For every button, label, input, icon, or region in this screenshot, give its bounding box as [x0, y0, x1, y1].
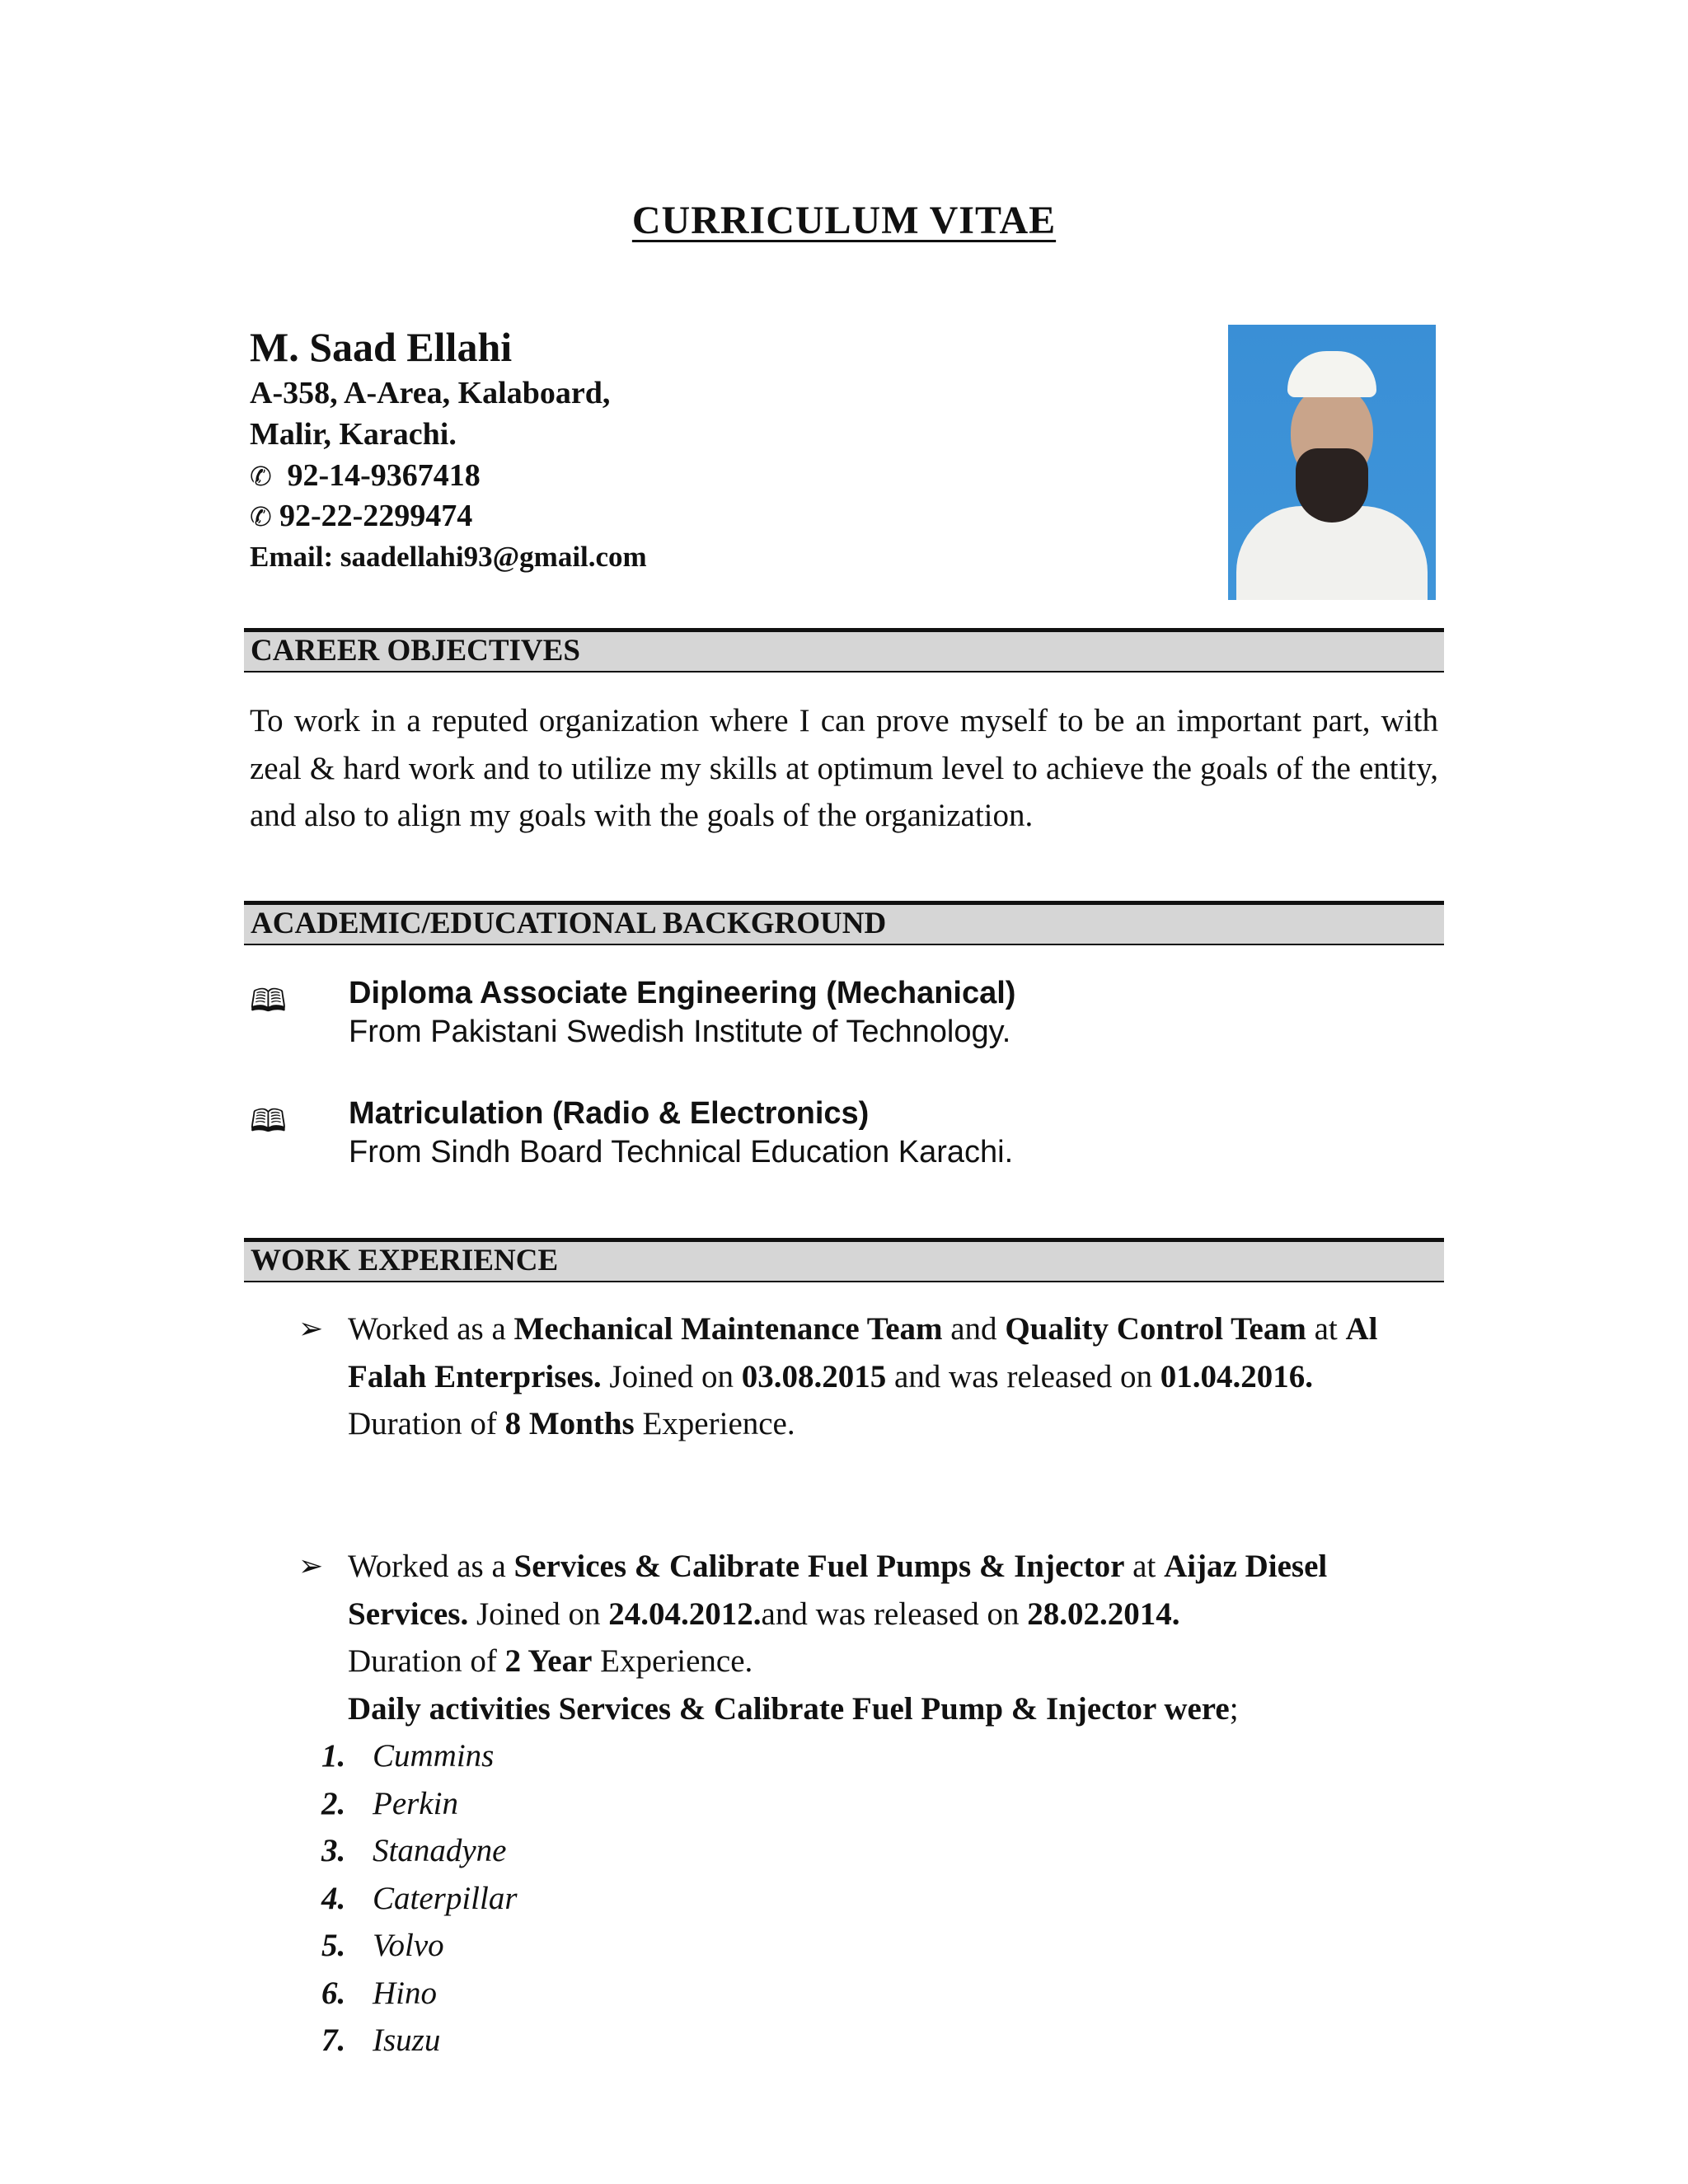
book-icon: 🕮 — [250, 1103, 287, 1139]
phone-line-1 — [250, 457, 481, 494]
career-objective-text: To work in a reputed organization where I can prove myself to be an important part, with zeal & hard work and to utilize my skills at optimum level to achieve the goals of the entity, and also to align my goals with the goals of the organization. — [250, 703, 1438, 833]
education-institute: From Sindh Board Technical Education Karachi. — [349, 1135, 1014, 1169]
duration: 2 Year — [504, 1643, 593, 1679]
list-item: 2. Perkin — [321, 1785, 458, 1821]
photo-beard — [1296, 448, 1368, 523]
phone-line-2 — [250, 498, 472, 534]
list-item: 1. Cummins — [321, 1738, 495, 1774]
education-institute: From Pakistani Swedish Institute of Technology. — [349, 1015, 1011, 1049]
document-title — [0, 198, 1688, 243]
list-item: 5. Volvo — [321, 1928, 444, 1963]
arrow-bullet-icon: ➢ — [298, 1312, 324, 1346]
applicant-name: M. Saad Ellahi — [250, 324, 513, 370]
section-heading: ACADEMIC/EDUCATIONAL BACKGROUND — [251, 907, 887, 940]
section-career-objectives — [244, 628, 1444, 673]
experience-text: Worked as a Services & Calibrate Fuel Pumps & Injector at Aijaz Diesel Services. Joined on 24.04.2012.and was released on 28.02.2014. Duration of 2 Year Experience. Daily activities Services & Calibrate Fuel Pump & Injector were; — [348, 1549, 1328, 1727]
list-item: 4. Caterpillar — [321, 1880, 518, 1916]
address-line-2: Malir, Karachi. — [250, 417, 457, 452]
brand-list — [321, 1732, 518, 2064]
section-education — [244, 901, 1444, 945]
section-work-experience — [244, 1238, 1444, 1282]
address-line-1: A-358, A-Area, Kalaboard, — [250, 376, 611, 410]
join-date: 03.08.2015 — [741, 1358, 887, 1394]
photo-cap — [1287, 351, 1376, 397]
join-date: 24.04.2012. — [608, 1596, 762, 1632]
phone-icon: ✆ — [250, 461, 272, 492]
company-name: Al Falah Enterprises. — [348, 1311, 1378, 1394]
book-icon: 🕮 — [250, 982, 287, 1019]
section-heading: WORK EXPERIENCE — [251, 1244, 559, 1277]
education-title: Diploma Associate Engineering (Mechanical) — [349, 976, 1016, 1010]
release-date: 28.02.2014. — [1027, 1596, 1180, 1632]
company-name: Aijaz Diesel Services. — [348, 1549, 1328, 1632]
activities-heading: Daily activities Services & Calibrate Fuel Pump & Injector were — [348, 1690, 1230, 1727]
release-date: 01.04.2016. — [1160, 1358, 1313, 1394]
arrow-bullet-icon: ➢ — [298, 1549, 324, 1583]
job-role: Mechanical Maintenance Team — [513, 1311, 943, 1347]
phone-number-1: 92-14-9367418 — [279, 458, 481, 493]
education-title: Matriculation (Radio & Electronics) — [349, 1096, 870, 1131]
phone-number-2: 92-22-2299474 — [279, 499, 473, 533]
experience-text: Worked as a Mechanical Maintenance Team and Quality Control Team at Al Falah Enterprises. Joined on 03.08.2015 and was released on 01.04.2016. Duration of 8 Months Experience. — [348, 1311, 1378, 1441]
phone-icon: ✆ — [250, 501, 272, 532]
email-line: Email: saadellahi93@gmail.com — [250, 541, 647, 573]
list-item: 6. Hino — [321, 1975, 437, 2011]
document-title-text: CURRICULUM VITAE — [631, 199, 1057, 242]
list-item: 7. Isuzu — [321, 2022, 441, 2058]
duration: 8 Months — [504, 1406, 635, 1441]
section-heading: CAREER OBJECTIVES — [251, 634, 580, 668]
list-item: 3. Stanadyne — [321, 1833, 507, 1868]
profile-photo — [1228, 325, 1436, 600]
job-role: Services & Calibrate Fuel Pumps & Injector — [513, 1549, 1125, 1584]
job-role: Quality Control Team — [1005, 1311, 1306, 1347]
